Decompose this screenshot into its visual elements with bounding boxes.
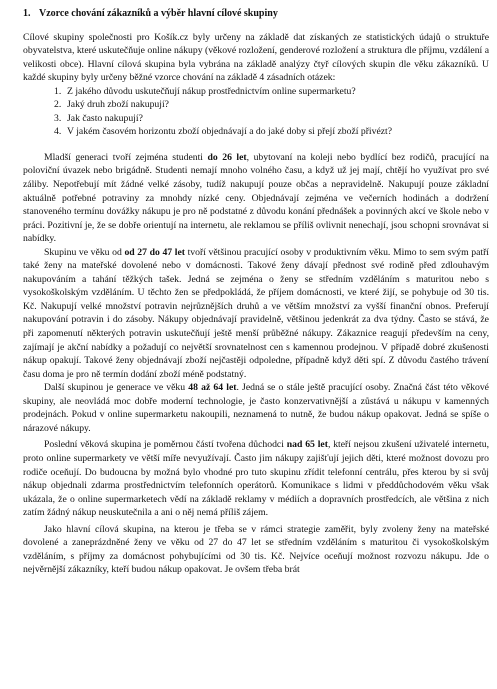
intro-paragraph: Cílové skupiny společnosti pro Košík.cz byly určeny na základě dat získaných ze statistických údajů o struktuře obyvatelstva, které uskutečňuje online nákupy (věkové rozložení, genderové rozložení a struktura dle příjmu, vzdálení a velikosti obce). Hlavní cílová skupina byla vybrána na základě analýzy čtyř cílových skupin dle věku zákazníků. U každé skupiny byly určeny běžné vzorce chování na základě 4 zásadních otázek: bbox=[23, 31, 489, 84]
section-heading bbox=[23, 7, 489, 21]
section-number: 1. bbox=[23, 8, 31, 19]
paragraph-seniors: Poslední věková skupina je poměrnou částí tvořena důchodci nad 65 let, kteří nejsou zkušení uživatelé internetu, proto online supermarkety ve větší míře nevyužívají. Často jim nákupy zajišťují jejich děti, které možnost dovozu pro rodiče oceňují. Do budoucna by možná bylo vhodné pro tuto skupinu zřídit telefonní centrálu, přes kterou by si svůj nákup objednali zdarma prostřednictvím telefonních operátorů. Komunikace s lidmi v předdůchodovém věku však ukázala, že o online supermarketech vědí na základě reklamy v médiích a dopravních prostředcích, ale většina z nich zatím žádný nákup neuskutečnila a ani o něj nemá příliš zájem. bbox=[23, 439, 489, 519]
list-item: 1. Z jakého důvodu uskutečňují nákup prostřednictvím online supermarketu? bbox=[54, 85, 356, 97]
list-item: 3. Jak často nakupují? bbox=[54, 112, 143, 124]
age-group-label: do 26 let bbox=[207, 151, 247, 163]
question-list bbox=[23, 85, 489, 139]
age-group-label: od 27 do 47 let bbox=[124, 246, 185, 258]
section-title: Vzorce chování zákazníků a výběr hlavní cílové skupiny bbox=[39, 8, 278, 19]
list-item: 4. V jakém časovém horizontu zboží objednávají a do jaké doby si přejí zboží přivézt? bbox=[54, 126, 393, 138]
paragraph-middle-generation: Skupinu ve věku od od 27 do 47 let tvoří většinou pracující osoby v produktivním věku. Mimo to sem svým patří také ženy na mateřské dovolené nebo v domácnosti. Takové ženy dávají přednost své rodině před zdlouhavým nakupováním a tahání těžkých tašek. Jedná se zejména o ženy se středním vzděláním s maturitou nebo s vysokoškolským vzděláním. U těchto žen se předpokládá, že příjem domácnosti, ve které žijí, se pohybuje od 30 tis. Kč. Nakupují velké množství potravin nejrůznějších druhů a ve větším množství za vyšší finanční obnos. Preferují nakupování potravin i do zásoby. Nákupy objednávají pravidelně, většinou jedenkrát za dva týdny. Často se stává, že při zapomenutí některých potravin uskutečňují ještě menší průběžné nákupy. Zákaznice reagují především na ceny, zajímají je akční nabídky a požadují co největší srovnatelnost cen s kamennou prodejnou. V případě dobré zkušenosti nákup opakují. Takové ženy objednávají zboží nejčastěji odpoledne, případně když děti spí. Z důvodu častého trávení času doma je pro ně termín dodání zboží méně podstatný. bbox=[23, 246, 489, 380]
age-group-label: nad 65 let bbox=[286, 439, 328, 451]
age-group-label: 48 až 64 let bbox=[188, 382, 237, 394]
list-item: 2. Jaký druh zboží nakupují? bbox=[54, 99, 169, 111]
paragraph-older-generation: Další skupinou je generace ve věku 48 až 64 let. Jedná se o stále ještě pracující osoby. Značná část této věkové skupiny, ale neovládá moc dobře moderní technologie, je často konzervativnější a zůstává u nákupu v kamenných prodejnách. Pokud v online supermarketu nakoupili, neznamená to nutně, že budou nákup opakovat. Jedná se spíše o nárazové nákupy. bbox=[23, 382, 489, 434]
paragraph-main-target-group: Jako hlavní cílová skupina, na kterou je třeba se v rámci strategie zaměřit, byly zvoleny ženy na mateřské dovolené a zaneprázdněné ženy ve věku od 27 do 47 let se středním vzděláním s maturitou či vysokoškolským vzděláním, s příjmy za domácnost pohybujícími od 30 tis. Kč. Nejvíce oceňují možnost rozvozu nákupu. Jde o nejvěrnější zákazníky, kteří budou nákup opakovat. Je ovšem třeba brát bbox=[23, 523, 489, 576]
paragraph-young-generation: Mladší generaci tvoří zejména studenti do 26 let, ubytovaní na koleji nebo bydlící bez rodičů, pracující na poloviční úvazek nebo brigádně. Studenti nemají mnoho volného času, a když už jej mají, chtějí ho využívat pro své záliby. Nepotřebují mít žádné velké zásoby, tudíž nakupují pouze občas a nepravidelně. Nakupují pouze základní aktuálně potřebné potraviny za mnohdy nízké ceny. Objednávají zejména ve večerních hodinách a dodržení stanoveného termínu dovážky nákupu je pro ně podstatné z důvodu konání přednášek a povinných akcí ve škole nebo v práci. Pozitivní je, že se dobře orientují na internetu, ale reklamou se příliš ovlivnit nenechají, jsou schopni srovnávat si nabídky. bbox=[23, 151, 489, 245]
